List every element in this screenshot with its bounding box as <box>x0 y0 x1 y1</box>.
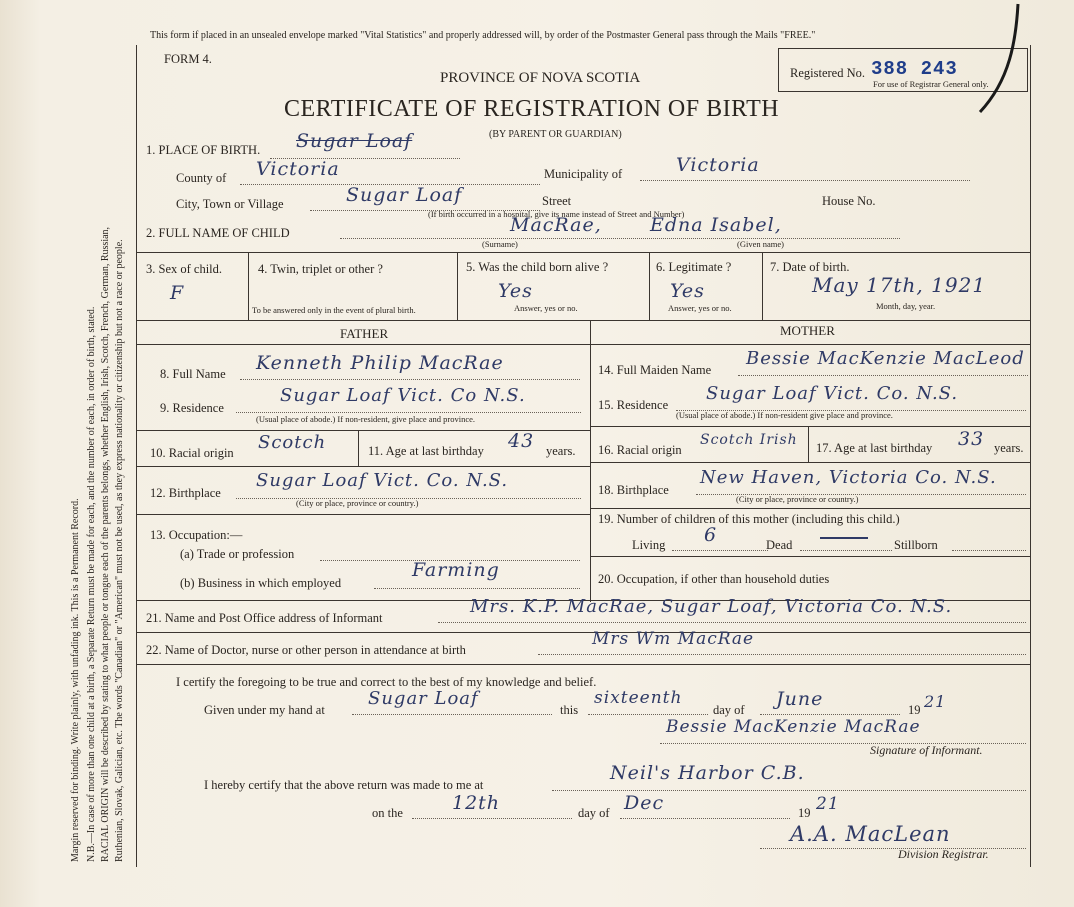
left-border <box>136 45 137 867</box>
cell-divider <box>649 252 650 320</box>
row-divider <box>136 320 1030 321</box>
form-number: FORM 4. <box>164 52 212 66</box>
surname-note: (Surname) <box>482 239 518 249</box>
day-of-label: day of <box>713 703 745 717</box>
registrar-day-value: 12th <box>452 792 501 814</box>
trade-label: (a) Trade or profession <box>180 547 295 561</box>
given-name-note: (Given name) <box>737 239 784 249</box>
mother-racial-label: 16. Racial origin <box>598 443 682 457</box>
given-place-value: Sugar Loaf <box>368 688 479 709</box>
date-of-birth-value: May 17th, 1921 <box>812 273 987 297</box>
row-divider <box>136 514 591 515</box>
ink-stroke-mark <box>970 0 1030 118</box>
row-divider <box>136 664 1030 665</box>
registrar-place-line <box>552 790 1026 791</box>
attendant-label: 22. Name of Doctor, nurse or other person in attendance at birth <box>146 643 466 657</box>
postal-notice: This form if placed in an unsealed envelope marked "Vital Statistics" and properly addressed will, by order of the Postmaster General pass through the Mails "FREE." <box>150 30 816 41</box>
stillborn-line <box>952 550 1026 551</box>
legitimate-value: Yes <box>670 280 705 302</box>
mother-birthplace-value: New Haven, Victoria Co. N.S. <box>700 467 997 488</box>
legitimate-note: Answer, yes or no. <box>668 303 732 313</box>
informant-signature: Bessie MacKenzie MacRae <box>666 717 921 737</box>
informant-label: 21. Name and Post Office address of Informant <box>146 611 383 625</box>
registered-number: 388 243 <box>871 58 958 80</box>
stillborn-label: Stillborn <box>894 538 938 552</box>
dead-dash <box>820 537 868 539</box>
father-residence-value: Sugar Loaf Vict. Co N.S. <box>280 385 526 406</box>
city-label: City, Town or Village <box>176 197 284 211</box>
given-year-value: 21 <box>924 692 947 711</box>
mother-years-label: years. <box>994 441 1024 455</box>
alive-value: Yes <box>498 280 533 302</box>
registrar-month-line <box>620 818 790 819</box>
children-count-label: 19. Number of children of this mother (including this child.) <box>598 512 900 526</box>
child-name-label: 2. FULL NAME OF CHILD <box>146 226 290 240</box>
informant-value: Mrs. K.P. MacRae, Sugar Loaf, Victoria Co. N.S. <box>470 596 953 617</box>
registrar-year-value: 21 <box>816 794 840 814</box>
registrar-place-value: Neil's Harbor C.B. <box>610 762 805 784</box>
given-day-value: sixteenth <box>594 688 683 708</box>
living-value: 6 <box>704 524 718 546</box>
registrar-statement: I hereby certify that the above return was made to me at <box>204 778 484 792</box>
row-divider <box>590 508 1030 509</box>
father-heading: FATHER <box>340 326 389 341</box>
father-age-value: 43 <box>508 430 535 452</box>
mother-name-line <box>738 375 1028 376</box>
registrar-signature: A.A. MacLean <box>790 822 951 846</box>
province-title: PROVINCE OF NOVA SCOTIA <box>440 70 641 86</box>
dead-label: Dead <box>766 538 793 552</box>
mother-name-label: 14. Full Maiden Name <box>598 363 712 377</box>
father-birthplace-note: (City or place, province or country.) <box>296 498 419 508</box>
date-note: Month, day, year. <box>876 301 936 311</box>
dead-line <box>800 550 892 551</box>
father-name-label: 8. Full Name <box>160 367 226 381</box>
given-month-value: June <box>776 688 824 710</box>
mother-racial-value: Scotch Irish <box>700 432 798 448</box>
street-label: Street <box>542 194 572 208</box>
mother-birthplace-note: (City or place, province or country.) <box>736 494 859 504</box>
mother-residence-note: (Usual place of abode.) If non-resident give place and province. <box>676 410 893 420</box>
margin-note-4: Ruthenian, Slovak, Galician, etc. The words "Canadian" or "American" must not be used, as they express nationality or citizenship but not a race or people. <box>114 239 125 862</box>
certify-statement: I certify the foregoing to be true and correct to the best of my knowledge and belief. <box>176 675 597 689</box>
month-line <box>760 714 900 715</box>
father-racial-value: Scotch <box>258 432 327 453</box>
business-value: Farming <box>412 559 500 581</box>
mother-birthplace-label: 18. Birthplace <box>598 483 669 497</box>
informant-line <box>438 622 1026 623</box>
margin-note-2: N.B.—In case of more than one child at a birth, a Separate Return must be made for each, and the number of each, in order of birth, stated. <box>86 306 97 862</box>
child-given-name: Edna Isabel, <box>650 214 782 236</box>
father-birthplace-value: Sugar Loaf Vict. Co. N.S. <box>256 470 509 491</box>
father-occupation-label: 13. Occupation:— <box>150 528 243 542</box>
father-racial-label: 10. Racial origin <box>150 446 234 460</box>
row-divider <box>136 466 591 467</box>
house-number-label: House No. <box>822 194 876 208</box>
registrar-signature-label: Division Registrar. <box>898 847 989 861</box>
cell-divider <box>358 430 359 466</box>
mother-residence-label: 15. Residence <box>598 398 669 412</box>
father-residence-note: (Usual place of abode.) If non-resident, give place and province. <box>256 414 476 424</box>
child-name-line <box>340 238 900 239</box>
alive-note: Answer, yes or no. <box>514 303 578 313</box>
date-of-birth-label: 7. Date of birth. <box>770 260 850 274</box>
father-residence-label: 9. Residence <box>160 401 224 415</box>
given-place-line <box>352 714 552 715</box>
margin-note-3: RACIAL ORIGIN will be described by stating to what people or tongue each of the parents belongs, whether English, Irish, Scotch, French, German, Russian, <box>100 226 111 862</box>
twin-label: 4. Twin, triplet or other ? <box>258 262 383 276</box>
cell-divider <box>457 252 458 320</box>
father-residence-line <box>236 412 581 413</box>
certificate-subtitle: (BY PARENT OR GUARDIAN) <box>489 129 622 140</box>
mother-name-value: Bessie MacKenzie MacLeod <box>746 348 1025 369</box>
father-birthplace-label: 12. Birthplace <box>150 486 221 500</box>
child-surname: MacRae, <box>510 214 602 236</box>
sex-value: F <box>170 282 185 304</box>
living-line <box>672 550 768 551</box>
attendant-value: Mrs Wm MacRae <box>592 629 755 649</box>
municipality-label: Municipality of <box>544 167 623 181</box>
given-under-label: Given under my hand at <box>204 703 325 717</box>
cell-divider <box>248 252 249 320</box>
city-value: Sugar Loaf <box>346 184 463 206</box>
certificate-title: CERTIFICATE OF REGISTRATION OF BIRTH <box>284 96 780 122</box>
row-divider <box>590 556 1030 557</box>
day-line <box>588 714 708 715</box>
parents-divider <box>590 320 591 602</box>
municipality-value: Victoria <box>676 154 760 176</box>
signature-label: Signature of Informant. <box>870 743 983 757</box>
row-divider <box>136 252 1030 253</box>
father-name-value: Kenneth Philip MacRae <box>256 352 504 374</box>
this-label: this <box>560 703 579 717</box>
place-of-birth-label: 1. PLACE OF BIRTH. <box>146 143 261 157</box>
mother-residence-value: Sugar Loaf Vict. Co. N.S. <box>706 383 959 404</box>
mother-heading: MOTHER <box>780 323 835 338</box>
row-divider <box>590 426 1030 427</box>
cell-divider <box>808 426 809 462</box>
municipality-line <box>640 180 970 181</box>
mother-age-value: 33 <box>958 428 985 450</box>
right-border <box>1030 45 1031 867</box>
cell-divider <box>762 252 763 320</box>
registrar-day-line <box>412 818 572 819</box>
county-value: Victoria <box>256 158 340 180</box>
county-label: County of <box>176 171 227 185</box>
row-divider <box>590 462 1030 463</box>
business-label: (b) Business in which employed <box>180 576 342 590</box>
attendant-line <box>538 654 1026 655</box>
registrar-day-of-label: day of <box>578 806 610 820</box>
alive-label: 5. Was the child born alive ? <box>466 260 609 274</box>
father-name-line <box>240 379 580 380</box>
registrar-month-value: Dec <box>624 792 665 814</box>
sex-label: 3. Sex of child. <box>146 262 223 276</box>
mother-age-label: 17. Age at last birthday <box>816 441 933 455</box>
hospital-note: (If birth occurred in a hospital, give its name instead of Street and Number) <box>428 209 685 219</box>
row-divider <box>136 632 1030 633</box>
twin-note: To be answered only in the event of plural birth. <box>252 305 416 315</box>
place-of-birth-value: Sugar Loaf <box>296 130 413 152</box>
mother-occupation-label: 20. Occupation, if other than household duties <box>598 572 830 586</box>
registrar-note: For use of Registrar General only. <box>873 79 989 89</box>
father-years-label: years. <box>546 444 576 458</box>
on-the-label: on the <box>372 806 403 820</box>
father-age-label: 11. Age at last birthday <box>368 444 484 458</box>
row-divider <box>136 344 1030 345</box>
registered-label: Registered No. <box>790 66 865 80</box>
registrar-year-prefix: 19 <box>798 806 811 820</box>
given-year-prefix: 19 <box>908 703 921 717</box>
business-line <box>374 588 580 589</box>
margin-note-1: Margin reserved for binding. Write plainly, with unfading ink. This is a Permanent Record. <box>70 498 81 862</box>
living-label: Living <box>632 538 666 552</box>
legitimate-label: 6. Legitimate ? <box>656 260 732 274</box>
